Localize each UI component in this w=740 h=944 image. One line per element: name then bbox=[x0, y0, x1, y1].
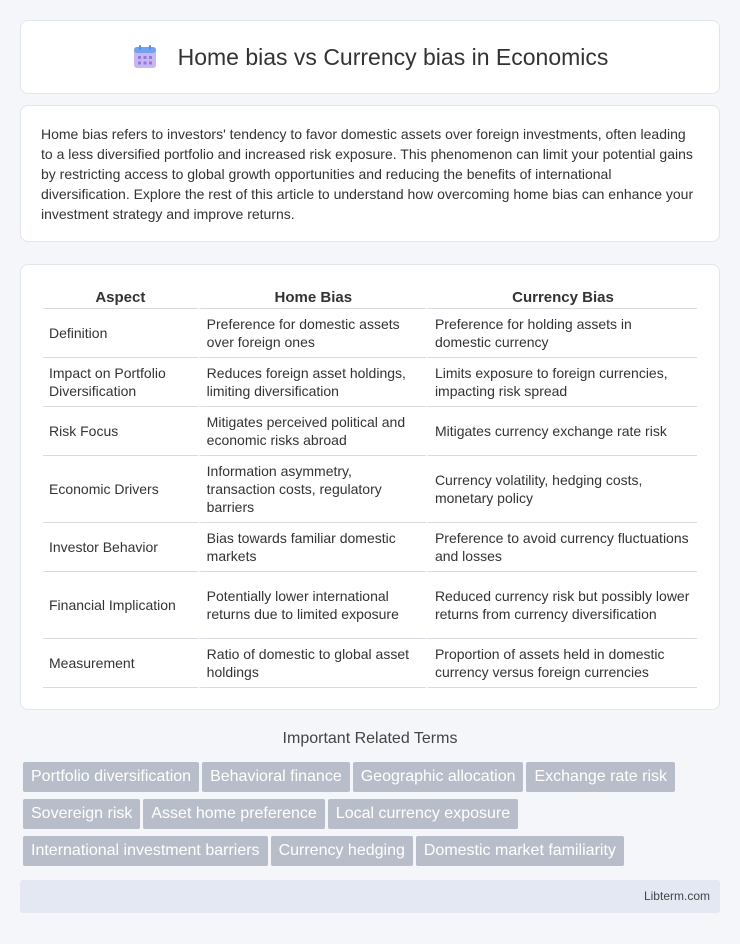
table-cell-home-bias: Preference for domestic assets over foreign ones bbox=[198, 309, 426, 358]
table-cell-home-bias: Ratio of domestic to global asset holdings bbox=[198, 639, 426, 688]
column-header-aspect: Aspect bbox=[43, 284, 198, 309]
related-term-tag[interactable]: Exchange rate risk bbox=[526, 762, 675, 792]
table-row bbox=[43, 309, 697, 358]
table-cell-aspect: Investor Behavior bbox=[43, 523, 198, 572]
table-header-row bbox=[43, 284, 697, 309]
table-cell-home-bias: Bias towards familiar domestic markets bbox=[198, 523, 426, 572]
comparison-table bbox=[43, 284, 697, 688]
related-term-tag[interactable]: International investment barriers bbox=[23, 836, 268, 866]
table-cell-currency-bias: Currency volatility, hedging costs, monetary policy bbox=[426, 456, 697, 523]
related-terms-heading: Important Related Terms bbox=[282, 730, 458, 747]
table-cell-aspect: Impact on Portfolio Diversification bbox=[43, 358, 198, 407]
footer-site-link[interactable]: Libterm.com bbox=[643, 889, 710, 903]
table-row bbox=[43, 407, 697, 456]
table-cell-currency-bias: Preference to avoid currency fluctuations and losses bbox=[426, 523, 697, 572]
related-term-tag[interactable]: Currency hedging bbox=[271, 836, 413, 866]
table-cell-currency-bias: Proportion of assets held in domestic currency versus foreign currencies bbox=[426, 639, 697, 688]
title-card bbox=[20, 20, 720, 94]
related-terms-list bbox=[23, 762, 723, 873]
table-row bbox=[43, 456, 697, 523]
intro-card bbox=[20, 105, 720, 242]
related-term-tag[interactable]: Geographic allocation bbox=[353, 762, 524, 792]
table-cell-aspect: Risk Focus bbox=[43, 407, 198, 456]
page-title: Home bias vs Currency bias in Economics bbox=[177, 43, 609, 70]
table-cell-home-bias: Mitigates perceived political and economic risks abroad bbox=[198, 407, 426, 456]
related-term-tag[interactable]: Local currency exposure bbox=[328, 799, 518, 829]
table-cell-aspect: Measurement bbox=[43, 639, 198, 688]
calendar-icon bbox=[132, 44, 158, 70]
related-term-tag[interactable]: Domestic market familiarity bbox=[416, 836, 624, 866]
column-header-currency-bias: Currency Bias bbox=[426, 284, 697, 309]
related-term-tag[interactable]: Behavioral finance bbox=[202, 762, 350, 792]
table-cell-home-bias: Information asymmetry, transaction costs, regulatory barriers bbox=[198, 456, 426, 523]
intro-paragraph: Home bias refers to investors' tendency to favor domestic assets over foreign investments, often leading to a less diversified portfolio and increased risk exposure. This phenomenon can limit your potential gains by restricting access to global growth opportunities and reducing the benefits of international diversification. Explore the rest of this article to understand how overcoming home bias can enhance your investment strategy and improve returns. bbox=[41, 126, 694, 222]
footer bbox=[20, 880, 720, 913]
related-term-tag[interactable]: Asset home preference bbox=[143, 799, 324, 829]
table-cell-aspect: Definition bbox=[43, 309, 198, 358]
related-term-tag[interactable]: Sovereign risk bbox=[23, 799, 140, 829]
table-cell-currency-bias: Mitigates currency exchange rate risk bbox=[426, 407, 697, 456]
table-cell-currency-bias: Limits exposure to foreign currencies, impacting risk spread bbox=[426, 358, 697, 407]
comparison-table-card bbox=[20, 264, 720, 710]
column-header-home-bias: Home Bias bbox=[198, 284, 426, 309]
table-row bbox=[43, 572, 697, 639]
table-cell-aspect: Economic Drivers bbox=[43, 456, 198, 523]
table-cell-aspect: Financial Implication bbox=[43, 572, 198, 639]
related-term-tag[interactable]: Portfolio diversification bbox=[23, 762, 199, 792]
table-cell-currency-bias: Reduced currency risk but possibly lower returns from currency diversification bbox=[426, 572, 697, 639]
table-cell-currency-bias: Preference for holding assets in domestic currency bbox=[426, 309, 697, 358]
table-cell-home-bias: Potentially lower international returns due to limited exposure bbox=[198, 572, 426, 639]
table-row bbox=[43, 639, 697, 688]
table-cell-home-bias: Reduces foreign asset holdings, limiting diversification bbox=[198, 358, 426, 407]
table-row bbox=[43, 523, 697, 572]
table-row bbox=[43, 358, 697, 407]
